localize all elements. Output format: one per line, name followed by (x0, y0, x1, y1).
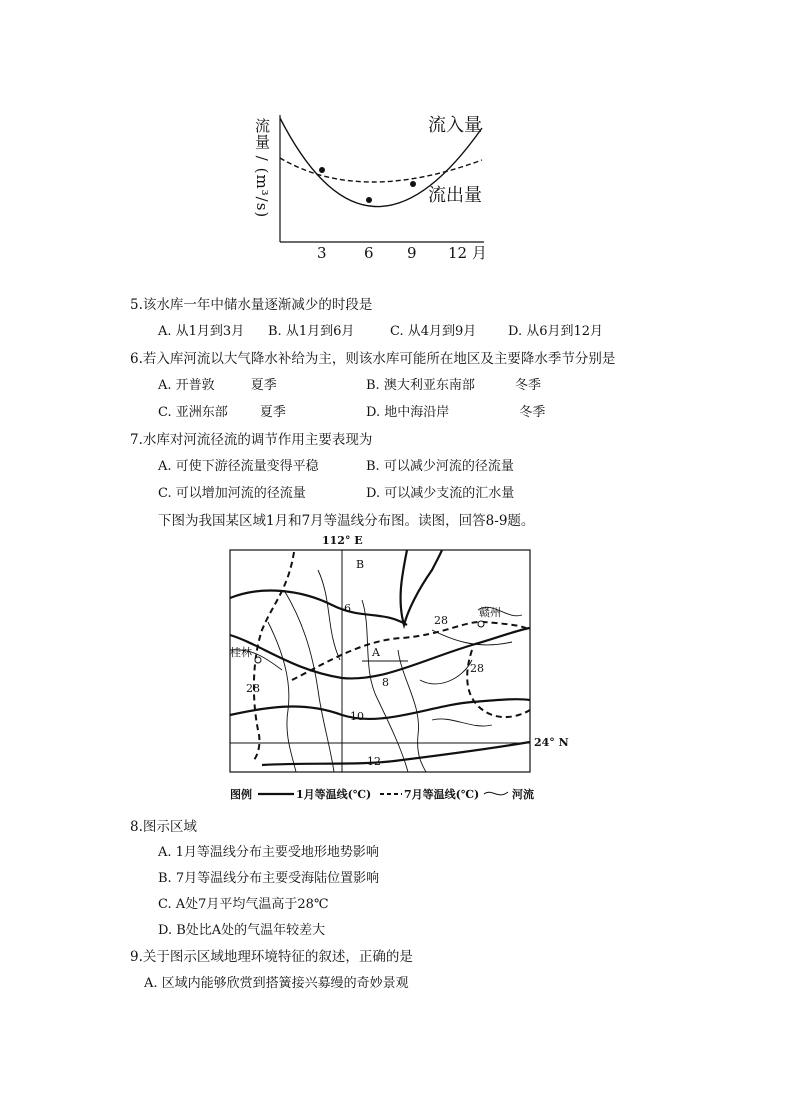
question-8-stem: 8.图示区域 (130, 819, 197, 835)
q8-option-a[interactable]: A. 1月等温线分布主要受地形地势影响 (158, 845, 379, 860)
q8-option-d[interactable]: D. B处比A处的气温年较差大 (158, 923, 326, 938)
q9-option-a[interactable]: A. 区域内能够欣赏到搭簧接兴募缦的奇妙景观 (144, 976, 409, 991)
q7-option-b[interactable]: B. 可以减少河流的径流量 (366, 459, 514, 474)
q6-option-d-place: D. 地中海沿岸 (366, 405, 450, 420)
legend-jan-label: 1月等温线(℃) (296, 788, 372, 801)
question-7-stem: 7.水库对河流径流的调节作用主要表现为 (130, 432, 373, 448)
outflow-curve (280, 158, 482, 182)
outflow-label: 流出量 (428, 185, 482, 206)
q7-option-c[interactable]: C. 可以增加河流的径流量 (158, 486, 306, 501)
jan-isotherm-12: 12 (367, 755, 381, 768)
flow-chart (250, 100, 510, 270)
q6-option-c-place: C. 亚洲东部 (158, 405, 228, 420)
q5-option-b[interactable]: B. 从1月到6月 (268, 324, 355, 339)
question-9-stem: 9.关于图示区域地理环境特征的叙述，正确的是 (130, 949, 413, 965)
q6-option-b-season: 冬季 (514, 378, 541, 393)
legend-river-swatch (484, 792, 508, 795)
q5-option-c[interactable]: C. 从4月到9月 (390, 324, 477, 339)
inflow-label: 流入量 (428, 115, 482, 136)
q6-option-b-place: B. 澳大利亚东南部 (366, 378, 475, 393)
q7-option-d[interactable]: D. 可以减少支流的汇水量 (366, 486, 515, 501)
x-tick-6: 6 (364, 244, 374, 262)
jul-isotherm-28-right: 28 (470, 662, 484, 675)
point-b-label: B (356, 558, 365, 571)
jan-isotherm-6: 6 (344, 602, 351, 615)
ganzhou-marker (478, 621, 484, 627)
question-5-stem: 5.该水库一年中储水量逐渐减少的时段是 (130, 297, 373, 313)
q6-option-a[interactable] (158, 374, 277, 393)
q6-option-a-place: A. 开普敦 (158, 378, 215, 393)
isotherm-map (222, 530, 572, 805)
x-tick-3: 3 (317, 244, 327, 262)
jul-isotherm-28-left: 28 (246, 682, 260, 695)
legend-jul-label: 7月等温线(℃) (404, 788, 480, 801)
q6-option-c-season: 夏季 (259, 405, 286, 420)
point-month-3 (319, 167, 325, 173)
latitude-label: 24° N (534, 736, 569, 749)
longitude-label: 112° E (322, 534, 363, 547)
map-intro: 下图为我国某区域1月和7月等温线分布图。读图，回答8-9题。 (158, 513, 535, 529)
jul-isotherm-28-top: 28 (434, 614, 448, 627)
flow-chart-y-label: 流量 / (m³/s) (253, 118, 271, 219)
q5-option-d[interactable]: D. 从6月到12月 (508, 324, 604, 339)
q8-option-b[interactable]: B. 7月等温线分布主要受海陆位置影响 (158, 871, 380, 886)
legend-river-label: 河流 (512, 788, 534, 801)
q6-option-d[interactable] (366, 401, 545, 420)
q7-option-a[interactable]: A. 可使下游径流量变得平稳 (158, 459, 319, 474)
q6-option-c[interactable] (158, 401, 286, 420)
city-ganzhou: 赣州 (479, 606, 501, 619)
point-month-9 (410, 181, 416, 187)
question-6-stem: 6.若入库河流以大气降水补给为主，则该水库可能所在地区及主要降水季节分别是 (130, 351, 616, 367)
map-legend (230, 787, 534, 801)
q6-option-d-season: 冬季 (519, 405, 546, 420)
jan-isotherm-10: 10 (350, 710, 364, 723)
q6-option-a-season: 夏季 (250, 378, 277, 393)
q6-option-b[interactable] (366, 374, 541, 393)
city-guilin: 桂林 (230, 646, 252, 659)
guilin-marker (255, 657, 261, 663)
q5-option-a[interactable]: A. 从1月到3月 (158, 324, 245, 339)
legend-prefix: 图例 (230, 788, 252, 801)
point-month-6 (366, 197, 372, 203)
point-a-label: A (372, 646, 380, 659)
jan-isotherm-8: 8 (382, 676, 389, 689)
q8-option-c[interactable]: C. A处7月平均气温高于28℃ (158, 897, 329, 912)
x-tick-12: 12 月 (448, 244, 487, 262)
jul-isotherms (252, 552, 530, 762)
x-tick-9: 9 (407, 244, 417, 262)
